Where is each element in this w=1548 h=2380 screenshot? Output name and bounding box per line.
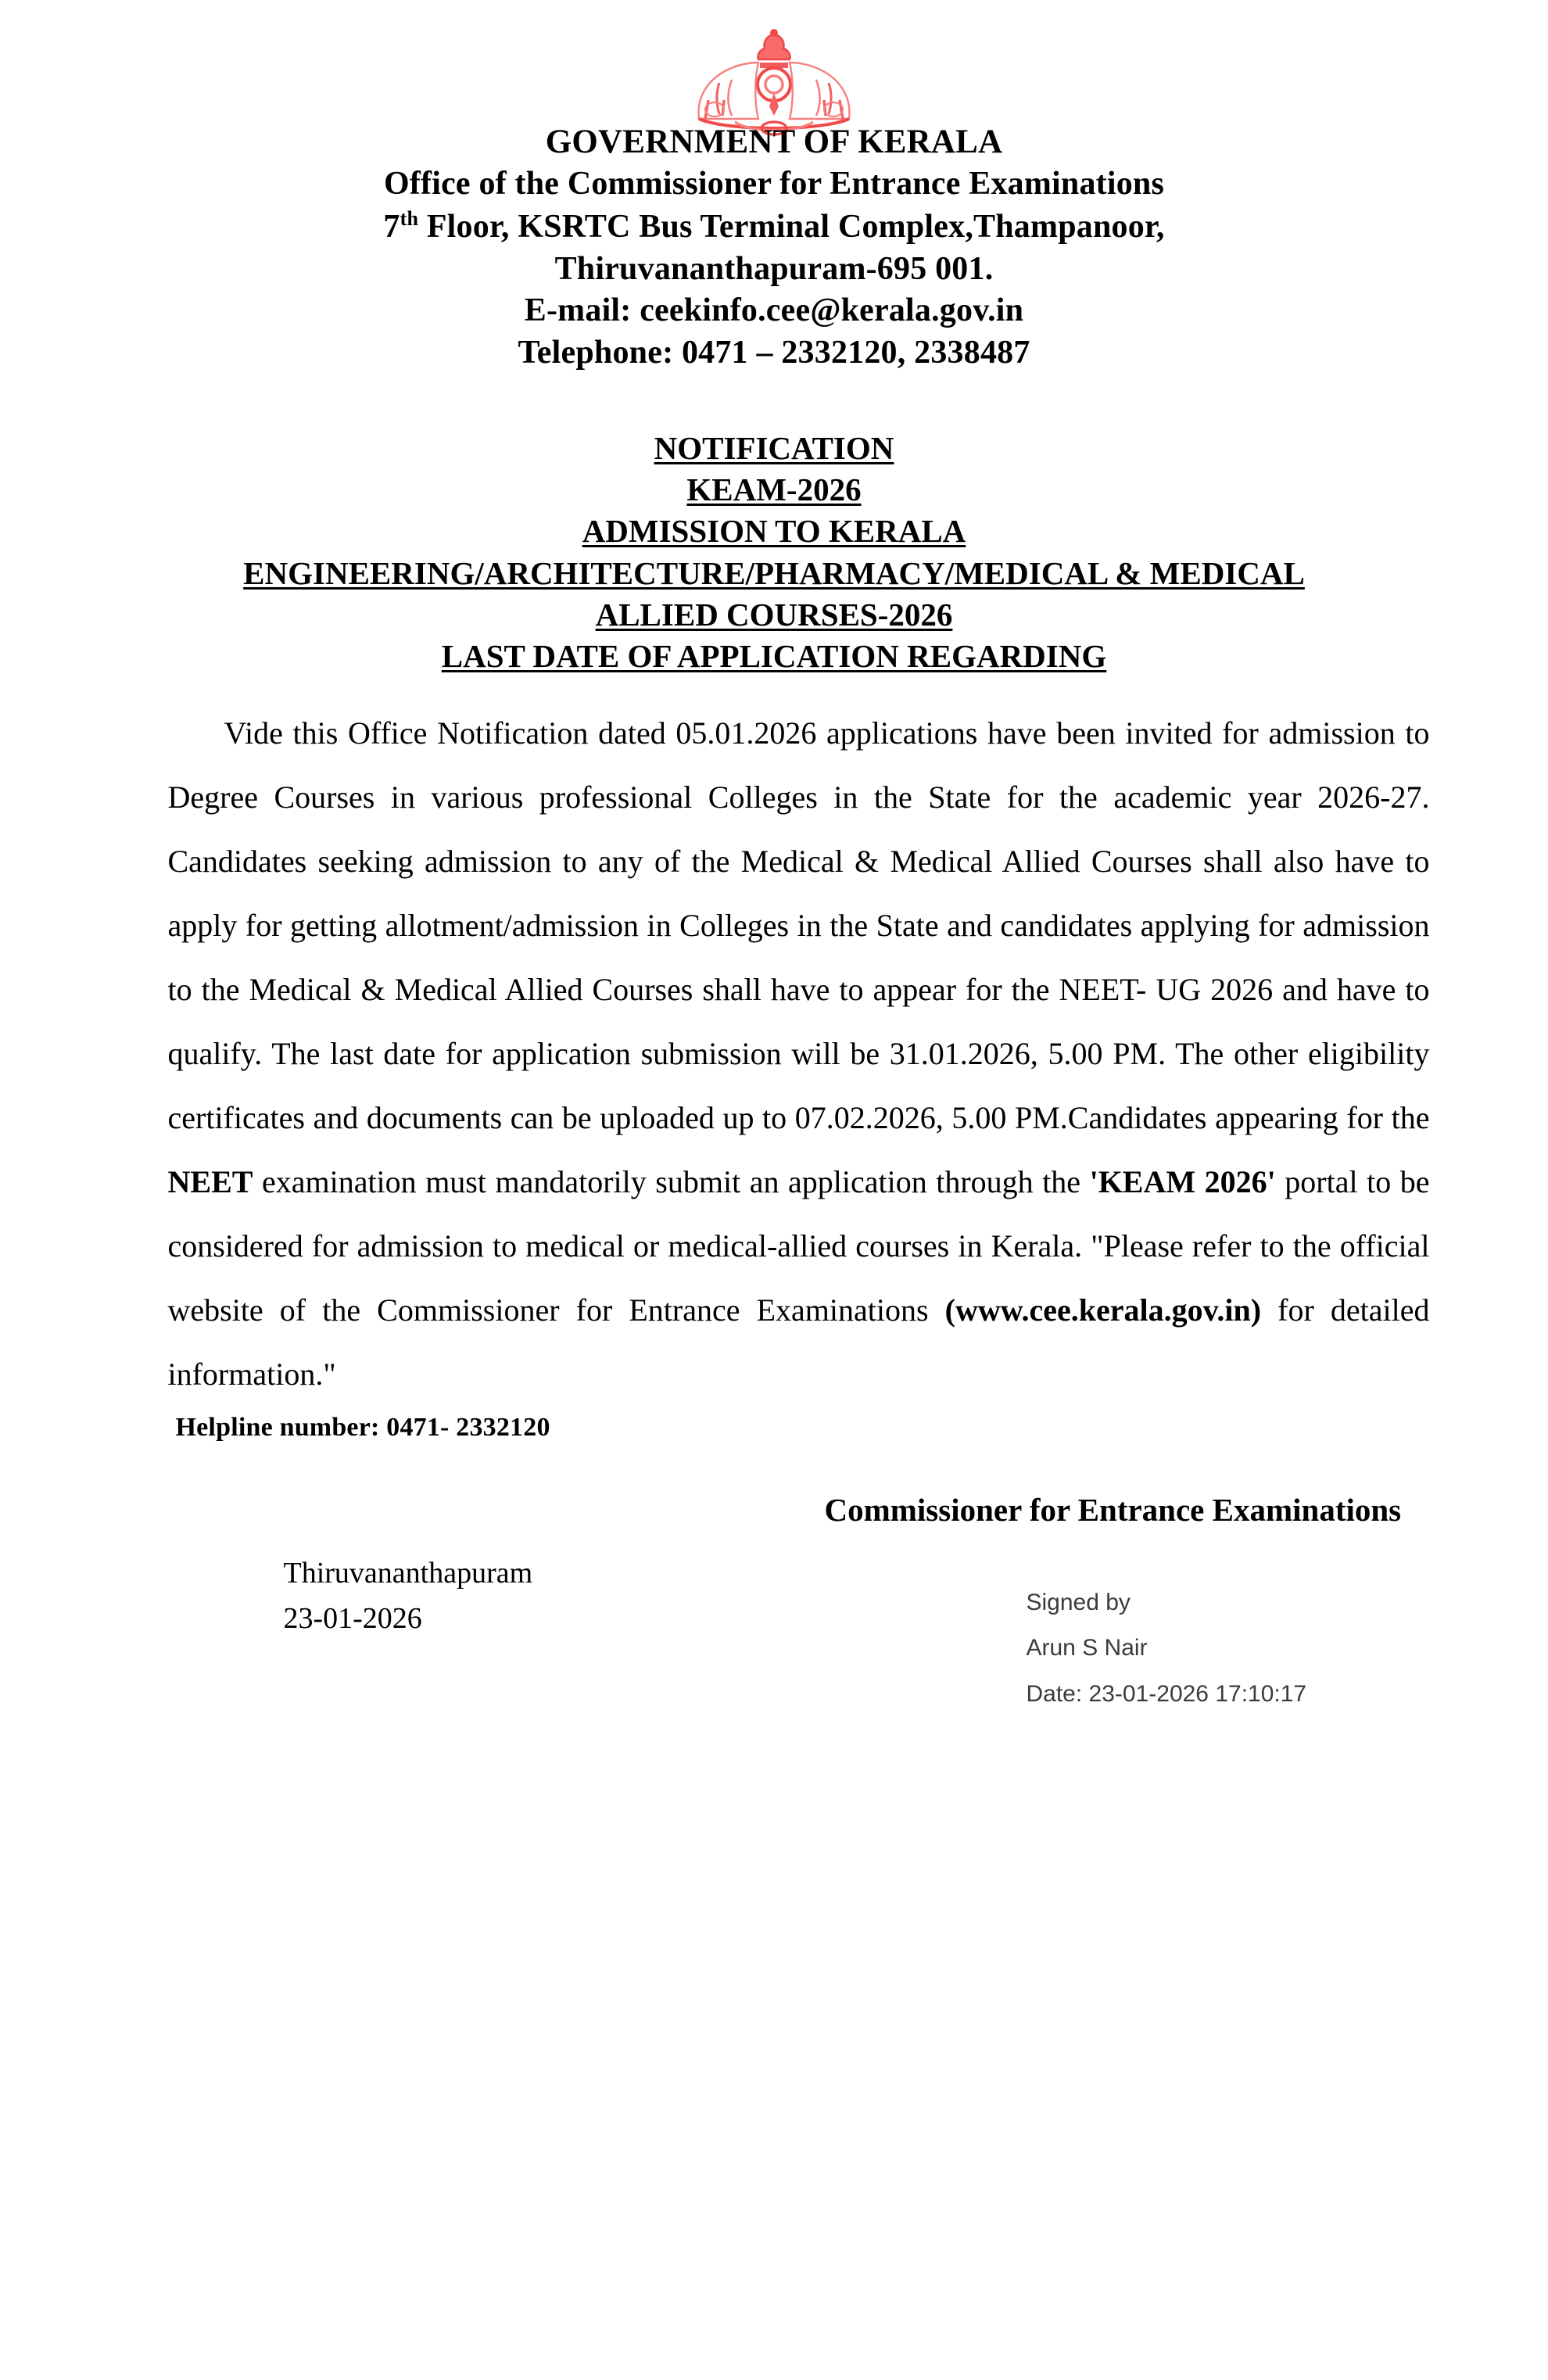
address-line-1	[0, 206, 1548, 249]
digital-signature-block	[1027, 1580, 1307, 1718]
paragraph-segment-1: Vide this Office Notification dated 05.01.2026 applications have been invited for admission to Degree Courses in various professional Colleges in the State for the academic year 2026-27. Candidates seeking admission to any of the Medical & Medical Allied Courses shall also have to apply for getting allotment/admission in Colleges in the State and candidates applying for admission to the Medical & Medical Allied Courses shall have to appear for the NEET- UG 2026 and have to qualify. The last date for application submission will be 31.01.2026, 5.00 PM. The other eligibility certificates and documents can be uploaded up to 07.02.2026, 5.00 PM.Candidates appearing for the	[167, 715, 1430, 1135]
telephone-line: Telephone: 0471 – 2332120, 2338487	[518, 335, 1030, 371]
body-container	[72, 701, 1477, 1730]
paragraph-segment-2: examination must mandatorily submit an application through the	[253, 1163, 1090, 1199]
title-admission: ADMISSION TO KERALA	[582, 513, 966, 550]
title-courses: ENGINEERING/ARCHITECTURE/PHARMACY/MEDICAL & MEDICAL	[243, 554, 1305, 591]
email-line: E-mail: ceekinfo.cee@kerala.gov.in	[524, 292, 1024, 329]
letterhead	[0, 120, 1548, 375]
floor-number: 7	[383, 208, 400, 245]
signer-name: Arun S Nair	[1026, 1635, 1148, 1661]
paragraph-segment-3: portal to be considered for admission to medical or medical-allied courses in Kerala. "Please refer to the official website of the Commissioner for Entrance Examinations	[167, 1163, 1430, 1328]
address-street: Floor, KSRTC Bus Terminal Complex,Thampanoor,	[418, 208, 1165, 245]
floor-ordinal-suffix: th	[400, 206, 419, 230]
government-title: GOVERNMENT OF KERALA	[545, 124, 1003, 160]
issue-date: 23-01-2026	[283, 1602, 422, 1636]
title-keam: KEAM-2026	[686, 471, 862, 508]
address-line-2: Thiruvananthapuram-695 001.	[554, 250, 994, 287]
office-title: Office of the Commissioner for Entrance Examinations	[383, 166, 1165, 203]
title-subject: LAST DATE OF APPLICATION REGARDING	[441, 638, 1107, 675]
issue-place: Thiruvananthapuram	[283, 1556, 533, 1590]
signed-by-label: Signed by	[1026, 1589, 1131, 1615]
website-bold: (www.cee.kerala.gov.in)	[944, 1292, 1262, 1328]
signatory-designation: Commissioner for Entrance Examinations	[824, 1491, 1402, 1528]
place-date-block	[284, 1550, 533, 1643]
emblem-container	[0, 0, 1548, 117]
notification-paragraph	[168, 701, 1430, 1407]
keam-portal-bold: 'KEAM 2026'	[1089, 1163, 1276, 1199]
neet-bold: NEET	[167, 1163, 253, 1199]
title-notification: NOTIFICATION	[654, 429, 894, 466]
notification-title-block	[0, 428, 1548, 678]
paragraph-segment-4: for detailed information."	[167, 1292, 1430, 1392]
signature-timestamp: Date: 23-01-2026 17:10:17	[1026, 1680, 1307, 1707]
footer-row	[168, 1550, 1430, 1730]
title-allied: ALLIED COURSES-2026	[595, 596, 953, 633]
helpline-number: Helpline number: 0471- 2332120	[175, 1412, 550, 1442]
